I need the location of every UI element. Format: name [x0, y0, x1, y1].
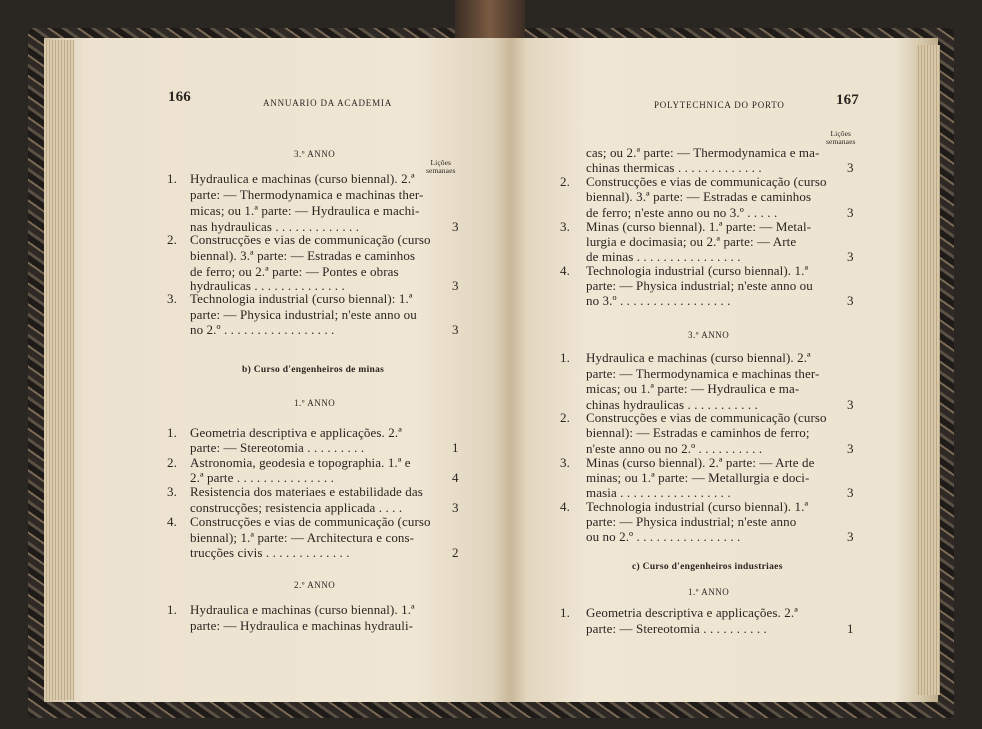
- item-hours: 3: [847, 249, 854, 264]
- item-number: 3.: [167, 291, 177, 306]
- column-header-line: Lições: [830, 129, 852, 138]
- item-line: de ferro; ou 2.ª parte: — Pontes e obras: [190, 264, 399, 279]
- item-line: de minas . . . . . . . . . . . . . . . .: [586, 249, 741, 264]
- item-hours: 3: [847, 205, 854, 220]
- item-hours: 3: [452, 322, 459, 337]
- item-line: Minas (curso biennal). 1.ª parte: — Metal-: [586, 219, 812, 234]
- item-line: Hydraulica e machinas (curso biennal). 1.ª: [190, 602, 415, 617]
- item-line: 2.ª parte . . . . . . . . . . . . . . .: [190, 470, 334, 485]
- item-line: Construcções e vias de communicação (curso: [190, 232, 431, 247]
- left-page-edges: [44, 40, 74, 700]
- item-number: 1.: [167, 602, 177, 617]
- column-header-line: Lições: [430, 158, 452, 167]
- right-running-header: POLYTECHNICA DO PORTO: [654, 100, 785, 110]
- item-line: no 3.º . . . . . . . . . . . . . . . . .: [586, 293, 731, 308]
- right-year-1-heading: 1.º ANNO: [688, 587, 730, 597]
- item-number: 3.: [560, 455, 570, 470]
- item-hours: 1: [847, 621, 854, 636]
- item-hours: 3: [847, 397, 854, 412]
- item-line: Geometria descriptiva e applicações. 2.ª: [586, 605, 798, 620]
- section-c-heading: c) Curso d'engenheiros industriaes: [632, 562, 783, 572]
- item-line: hydraulicas . . . . . . . . . . . . . .: [190, 278, 345, 293]
- item-number: 1.: [167, 171, 177, 186]
- item-number: 3.: [560, 219, 570, 234]
- item-number: 2.: [167, 455, 177, 470]
- item-line: nas hydraulicas . . . . . . . . . . . . .: [190, 219, 360, 234]
- item-line: parte: — Hydraulica e machinas hydrauli-: [190, 618, 414, 633]
- item-line: minas; ou 1.ª parte: — Metallurgia e doci-: [586, 470, 810, 485]
- item-line: parte: — Physica industrial; n'este anno: [586, 514, 797, 529]
- item-line: Technologia industrial (curso biennal): 1.ª: [190, 291, 413, 306]
- item-number: 2.: [560, 410, 570, 425]
- item-hours: 3: [847, 293, 854, 308]
- item-line: chinas thermicas . . . . . . . . . . . . .: [586, 160, 762, 175]
- item-line: Construcções e vias de communicação (curso: [586, 174, 827, 189]
- item-line: trucções civis . . . . . . . . . . . . .: [190, 545, 350, 560]
- item-line: chinas hydraulicas . . . . . . . . . . .: [586, 397, 758, 412]
- column-header-line: semanaes: [426, 166, 456, 175]
- item-line: cas; ou 2.ª parte: — Thermodynamica e ma-: [586, 145, 820, 160]
- right-page-edges: [916, 45, 940, 695]
- item-number: 3.: [167, 484, 177, 499]
- left-year-2-heading: 2.º ANNO: [294, 580, 336, 590]
- item-number: 1.: [560, 605, 570, 620]
- right-column-header: [826, 130, 856, 146]
- item-line: construcções; resistencia applicada . . . .: [190, 500, 403, 515]
- item-line: Geometria descriptiva e applicações. 2.ª: [190, 425, 402, 440]
- right-year-3-heading: 3.º ANNO: [688, 330, 730, 340]
- item-hours: 3: [847, 441, 854, 456]
- item-line: micas; ou 1.ª parte: — Hydraulica e machi-: [190, 203, 420, 218]
- item-hours: 3: [452, 278, 459, 293]
- item-line: lurgia e docimasia; ou 2.ª parte: — Arte: [586, 234, 797, 249]
- item-line: micas; ou 1.ª parte: — Hydraulica e ma-: [586, 381, 800, 396]
- item-line: biennal). 3.ª parte: — Estradas e caminhos: [190, 248, 416, 263]
- item-line: Construcções e vias de communicação (curso: [190, 514, 431, 529]
- item-hours: 3: [847, 485, 854, 500]
- item-number: 2.: [167, 232, 177, 247]
- item-line: biennal): — Estradas e caminhos de ferro;: [586, 425, 810, 440]
- item-line: biennal); 1.ª parte: — Architectura e cons-: [190, 530, 415, 545]
- item-line: parte: — Stereotomia . . . . . . . . .: [190, 440, 365, 455]
- item-line: Resistencia dos materiaes e estabilidade das: [190, 484, 423, 499]
- item-line: ou no 2.º . . . . . . . . . . . . . . . .: [586, 529, 741, 544]
- item-line: parte: — Thermodynamica e machinas ther-: [586, 366, 820, 381]
- item-hours: 2: [452, 545, 459, 560]
- right-page-number: 167: [836, 92, 859, 108]
- item-line: masia . . . . . . . . . . . . . . . . .: [586, 485, 731, 500]
- item-line: Technologia industrial (curso biennal). 1.ª: [586, 263, 809, 278]
- left-year-1-heading: 1.º ANNO: [294, 398, 336, 408]
- item-number: 1.: [167, 425, 177, 440]
- item-hours: 1: [452, 440, 459, 455]
- item-number: 4.: [560, 263, 570, 278]
- item-number: 1.: [560, 350, 570, 365]
- item-hours: 3: [452, 500, 459, 515]
- item-number: 4.: [560, 499, 570, 514]
- item-number: 2.: [560, 174, 570, 189]
- item-line: Hydraulica e machinas (curso biennal). 2.ª: [190, 171, 415, 186]
- item-line: parte: — Thermodynamica e machinas ther-: [190, 187, 424, 202]
- item-line: Technologia industrial (curso biennal). 1.ª: [586, 499, 809, 514]
- item-line: no 2.º . . . . . . . . . . . . . . . . .: [190, 322, 335, 337]
- item-line: parte: — Stereotomia . . . . . . . . . .: [586, 621, 767, 636]
- section-b-heading: b) Curso d'engenheiros de minas: [242, 365, 385, 375]
- item-line: de ferro; n'este anno ou no 3.º . . . . .: [586, 205, 778, 220]
- item-line: Construcções e vias de communicação (curso: [586, 410, 827, 425]
- item-hours: 3: [452, 219, 459, 234]
- left-column-header: [426, 159, 456, 175]
- left-year-3-heading: 3.º ANNO: [294, 149, 336, 159]
- item-line: Hydraulica e machinas (curso biennal). 2.ª: [586, 350, 811, 365]
- item-line: Minas (curso biennal). 2.ª parte: — Arte de: [586, 455, 815, 470]
- item-hours: 3: [847, 529, 854, 544]
- item-line: biennal). 3.ª parte: — Estradas e caminhos: [586, 189, 812, 204]
- item-line: parte: — Physica industrial; n'este anno ou: [586, 278, 813, 293]
- left-running-header: ANNUARIO DA ACADEMIA: [263, 98, 393, 108]
- column-header-line: semanaes: [826, 137, 856, 146]
- item-number: 4.: [167, 514, 177, 529]
- item-line: parte: — Physica industrial; n'este anno ou: [190, 307, 417, 322]
- item-line: Astronomia, geodesia e topographia. 1.ª e: [190, 455, 411, 470]
- item-hours: 4: [452, 470, 459, 485]
- left-page-number: 166: [168, 89, 191, 105]
- item-hours: 3: [847, 160, 854, 175]
- item-line: n'este anno ou no 2.º . . . . . . . . . .: [586, 441, 763, 456]
